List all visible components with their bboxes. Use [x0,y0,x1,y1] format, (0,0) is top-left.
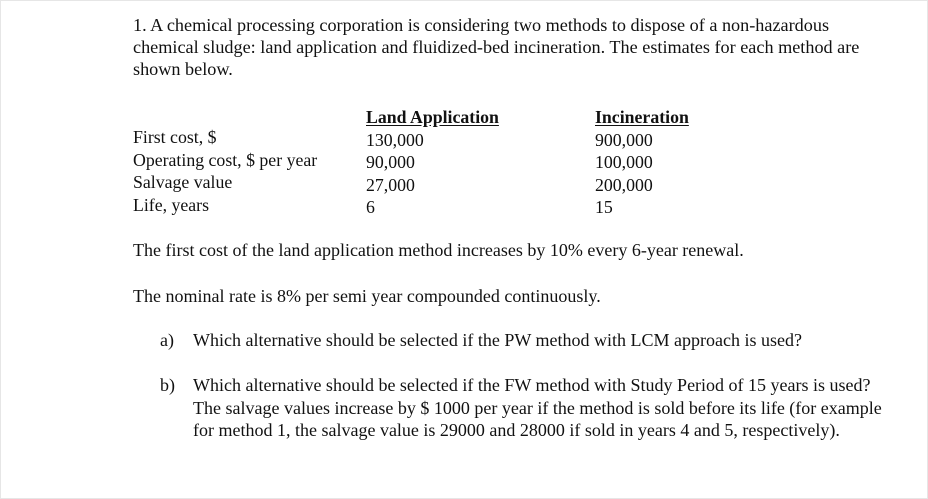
table-cell: 130,000 [366,129,424,150]
table-cell: 15 [595,197,613,217]
table-cell: 90,000 [366,152,415,172]
table-cell: 200,000 [595,174,653,195]
land-application-header: Land Application [366,107,499,127]
incineration-header: Incineration [595,107,689,127]
question-marker: b) [160,375,175,395]
question-marker: a) [160,330,174,350]
incineration-column [595,106,712,219]
question-text: Which alternative should be selected if the PW method with LCM approach is used? [193,330,803,350]
table-cell: 27,000 [366,174,415,195]
row-label: Life, years [133,194,210,215]
land-application-column [366,106,514,219]
row-labels-column [133,126,317,216]
problem-intro: 1. A chemical processing corporation is considering two methods to dispose of a non-hazardous chemical sludge: land application and fluidized-bed incineration. The estimates for each method are shown below. [133,15,860,79]
row-label: Operating cost, $ per year [133,149,318,170]
rate-note: The nominal rate is 8% per semi year compounded continuously. [133,286,601,306]
row-label: Salvage value [133,172,233,192]
row-label: First cost, $ [133,127,217,147]
question-text: Which alternative should be selected if the FW method with Study Period of 15 years is used? The salvage values increase by $ 1000 per year if the method is sold before its life (for example for method 1, the salvage value is 29000 and 28000 if sold in years 4 and 5, respectively). [193,375,882,440]
table-cell: 6 [366,197,375,217]
table-cell: 100,000 [595,152,653,172]
first-cost-note: The first cost of the land application method increases by 10% every 6-year renewal. [133,240,744,260]
table-cell: 900,000 [595,129,653,150]
